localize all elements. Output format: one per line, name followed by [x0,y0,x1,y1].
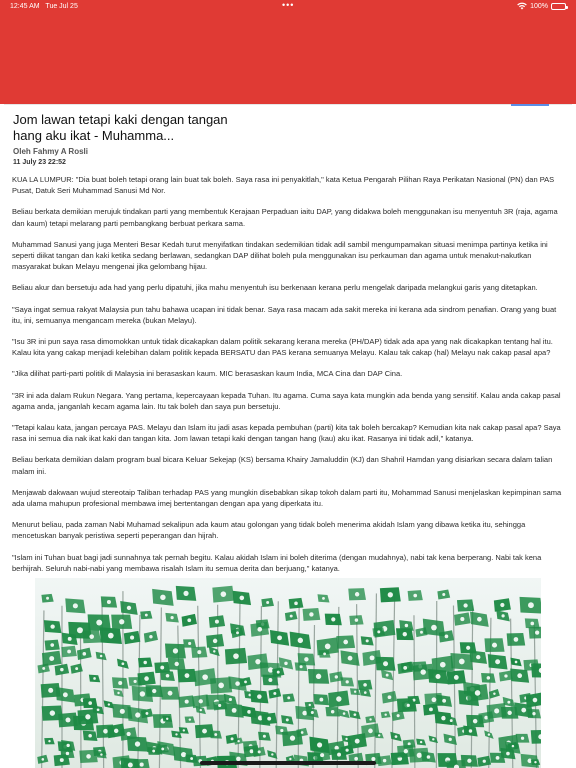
flag-emblem [384,714,386,716]
flag-emblem [89,634,94,639]
flag-emblem [152,750,155,753]
flag-emblem [68,637,72,641]
flag-emblem [316,674,321,679]
flag-emblem [325,644,331,650]
flag-emblem [445,635,449,639]
flag-emblem [528,602,534,608]
battery-icon [551,3,566,10]
flag-emblem [183,729,185,731]
flag-emblem [168,691,173,696]
card-divider [4,104,572,111]
flag-emblem [134,680,137,683]
flag-emblem [85,714,90,719]
flag-emblem [122,662,125,665]
flag-emblem [441,716,445,720]
flag-emblem [532,712,535,715]
flag-emblem [460,617,464,621]
flag-emblem [383,759,386,762]
flag-emblem [369,718,371,720]
flag-emblem [88,701,92,705]
flag-emblem [323,653,326,656]
flag-emblem [75,667,78,670]
flag-emblem [236,631,239,634]
flag-emblem [143,661,146,664]
flag-emblem [66,717,71,722]
flag-emblem [289,758,291,760]
flag-emblem [501,614,504,617]
flag-emblem [77,627,83,633]
flag-emblem [229,698,232,701]
flag-emblem [48,740,50,742]
flag-emblem [100,753,102,755]
flag-emblem [189,718,191,720]
flag-emblem [496,756,500,760]
flag-emblem [476,655,480,659]
flag-emblem [403,632,407,636]
flag-emblem [108,703,110,705]
flag-emblem [46,597,49,600]
flag-emblem [487,676,491,680]
flag-emblem [63,692,68,697]
flag-emblem [183,591,188,596]
status-bar [0,0,576,14]
flag-emblem [473,719,477,723]
flag-emblem [507,701,510,704]
flag-emblem [298,638,303,643]
flag-emblem [335,675,338,678]
flag-emblem [388,592,393,597]
flag-emblem [50,643,54,647]
flag-emblem [475,690,481,696]
flag-emblem [173,648,178,653]
flag-emblem [117,692,119,694]
flag-emblem [160,666,164,670]
flag-emblem [255,659,260,664]
flag-emblem [512,745,514,747]
flag-emblem [405,624,408,627]
flag-emblem [454,675,459,680]
flag-emblem [48,688,53,693]
flag-emblem [221,591,227,597]
flag-emblem [93,677,96,680]
flag-emblem [128,763,133,768]
flag-emblem [200,709,202,711]
flag-emblem [258,750,261,753]
flag-emblem [50,710,55,715]
flag-emblem [355,618,358,621]
flag-emblem [263,735,266,738]
flag-emblem [188,642,191,645]
flag-emblem [535,631,539,635]
flag-emblem [440,662,446,668]
flag-emblem [66,752,69,755]
flag-emblem [42,667,45,670]
flag-emblem [346,680,349,683]
article-date: 11 July 23 22:52 [13,159,66,166]
article-paragraph: Beliau akur dan bersetuju ada had yang perlu dipatuhi, jika mahu menyentuh isu berkenaan kerana perlu mengelak daripada melangkui garis yang ditetapkan. [12,283,538,293]
flag-emblem [368,729,373,734]
flag-emblem [218,683,224,689]
article-paragraph: KUA LA LUMPUR: "Dia buat boleh tetapi orang lain buat tak boleh. Saya rasa ini penyakitlah," kata Ketua Pengarah Pilihan Raya Perikatan Nasional (PN) dan PAS Pusat, Datuk Seri Muhammad Sanusi Md Nor. [12,175,555,196]
flag-emblem [355,739,360,744]
flag-emblem [492,643,497,648]
flag-emblem [135,741,140,746]
flag-emblem [370,655,375,660]
flag-emblem [436,674,441,679]
flag-emblem [309,612,313,616]
flag-emblem [213,650,215,652]
flag-emblem [202,729,207,734]
article-sheet [0,104,576,768]
flag-emblem [407,704,410,707]
flag-emblem [108,633,114,639]
flag-emblem [309,704,311,706]
flag-emblem [322,597,325,600]
flag-emblem [517,673,522,678]
home-indicator[interactable] [200,761,376,765]
flag-emblem [127,606,131,610]
flag-emblem [533,698,538,703]
flag-emblem [397,714,400,717]
flag-emblem [413,594,417,598]
flag-emblem [432,738,434,740]
flag-emblem [495,659,500,664]
flag-emblem [271,753,273,755]
flag-emblem [277,671,280,674]
flag-emblem [500,603,504,607]
flag-emblem [49,656,54,661]
flag-emblem [378,734,380,736]
flag-emblem [88,734,92,738]
article-paragraph: "3R ini ada dalam Rukun Negara. Yang pertama, kepercayaan kepada Tuhan. Itu agama. Cuma saya kata mungkin ada benda yang sensitif. Kalau anda cakap pasal agama anda, janganlah kecam agama lain. Itu tak boleh dan saya pun bersetuju. [12,390,561,411]
flag-emblem [442,699,446,703]
flag-emblem [354,713,357,716]
status-right [517,2,566,10]
flag-emblem [459,659,465,665]
green-party-flags-photo [35,578,541,768]
article-paragraph: "Islam ini Tuhan buat bagi jadi sunnahnya tak pernah begitu. Kalau akidah Islam ini boleh diterima (dengan mudahnya), nabi tak kena berperang. Nabi tak kena berhijrah. Seluruh nabi-nabi yang membawa risalah Islam itu semua derita dan berjuang," katanya. [12,552,542,573]
flag-emblem [290,736,295,741]
flag-emblem [311,711,314,714]
flag-emblem [140,691,145,696]
flag-emblem [449,738,452,741]
article-headline: Jom lawan tetapi kaki dengan tangan hang aku ikat - Muhamma... [13,112,228,143]
article-paragraph: Menjawab dakwaan wujud stereotaip Taliban terhadap PAS yang mungkin disebabkan sikap tokoh dalam parti itu, Mohammad Sanusi menjelaskan kepimpinan sama ada ulama mahupun profesional membawa imej bertentangan dengan apa yang diperkata itu. [12,487,562,509]
tab-indicator [511,104,549,106]
flag-emblem [119,619,124,624]
flag-emblem [301,731,304,734]
flag-emblem [232,708,237,713]
flag-emblem [103,729,108,734]
flag-emblem [507,711,511,715]
flag-emblem [467,759,471,763]
article-paragraph: Muhammad Sanusi yang juga Menteri Besar Kedah turut menyifatkan tindakan sedemikian tidak adil sambil mengumpamakan situasi menimpa partinya ketika ini seperti diikat tangan dan kaki ketika sedang berlawan, sedangkan DAP dilihat boleh pula menggunakan isu perkauman dan agama untuk menakut-nakutkan masyarakat bukan Melayu mengenai jika gelombang hijau. [12,239,548,272]
flag-emblem [345,738,347,740]
flag-emblem [331,710,334,713]
flag-emblem [127,732,131,736]
flag-emblem [145,614,148,617]
flag-emblem [343,640,348,645]
status-clock: 12:45 AM [10,3,40,10]
multitask-dots-icon[interactable]: ••• [282,0,295,10]
flag-emblem [304,657,308,661]
flag-emblem [273,692,276,695]
flag-emblem [427,755,431,759]
battery-percent: 100% [530,2,548,10]
flag-emblem [268,678,272,682]
article-body [12,174,564,584]
article-photo[interactable] [35,578,541,768]
article-paragraph: Beliau berkata demikian dalam program bual bicara Keluar Sekejap (KS) bersama Khairy Jamaluddin (KJ) dan Shahril Hamdan yang disiarkan secara dalam talian malam ini. [12,455,553,476]
flag-emblem [267,717,271,721]
flag-emblem [86,754,91,759]
flag-emblem [149,635,152,638]
flag-emblem [161,748,164,751]
flag-emblem [346,749,349,752]
flag-emblem [286,718,289,721]
flag-emblem [67,650,71,654]
flag-emblem [160,595,165,600]
flag-emblem [185,673,190,678]
flag-emblem [337,753,341,757]
flag-emblem [504,674,507,677]
flag-emblem [420,669,425,674]
flag-emblem [483,760,486,763]
flag-emblem [348,656,353,661]
article-paragraph: "Isu 3R ini pun saya rasa dimomokkan untuk tidak dicakapkan dalam politik sekarang kerana mereka (PH/DAP) tidak ada apa yang nak dicakapkan tentang hal itu. Kalau kita yang cakap menjadi kelebihan dalam politik kepada BERSATU dan PAS kerana semuanya Melayu. Kalau tak cakap (hal) Melayu nak cakap pasal apa? [12,337,553,358]
article-paragraph: Beliau berkata demikian merujuk tindakan parti yang membentuk Kerajaan Perpaduan iaitu DAP, yang didakwa boleh menggunakan isu menyentuh 3R (raja, agama dan kaum) tetapi melarang parti pembangkang berbuat perkara sama. [12,207,558,228]
article-paragraph: "Jika dilihat parti-parti politik di Malaysia ini berasaskan kaum. MIC berasaskan kaum India, MCA Cina dan DAP Cina. [12,369,403,379]
flag-emblem [152,689,156,693]
flag-emblem [336,696,341,701]
flag-emblem [120,709,125,714]
flag-emblem [218,704,221,707]
flag-emblem [404,749,408,753]
flag-emblem [364,691,367,694]
flag-emblem [506,752,510,756]
flag-emblem [320,753,324,757]
flag-emblem [417,753,422,758]
flag-emblem [97,708,100,711]
flag-emblem [118,681,122,685]
flag-emblem [199,699,203,703]
flag-emblem [100,655,103,658]
flag-emblem [171,616,174,619]
article-paragraph: "Tetapi kalau kata, jangan percaya PAS. Melayu dan Islam itu jadi asas kepada pembuhan (parti) kita tak boleh bercakap? Kemudian kita nak cakap pasal apa? Saya rasa ini semua dia nak ikat kaki dan tangan kita. Jom lawan tetapi kaki dengan tangan hang (kau) aku ikat. Rasanya ini tidak adil," katanya. [12,423,561,444]
flag-emblem [388,695,392,699]
flag-emblem [280,729,283,732]
flag-emblem [60,668,63,671]
flag-emblem [175,662,179,666]
flag-emblem [42,758,45,761]
flag-emblem [114,729,118,733]
flag-emblem [354,690,356,692]
flag-emblem [107,600,111,604]
flag-emblem [140,763,144,767]
flag-emblem [213,639,217,643]
flag-emblem [469,729,472,732]
flag-emblem [319,698,323,702]
flag-emblem [403,666,407,670]
flag-emblem [166,674,170,678]
article-byline[interactable]: Oleh Fahmy A Rosli [13,147,88,156]
article-paragraph: Menurut beliau, pada zaman Nabi Muhamad sekalipun ada kaum atau golongan yang tidak boleh menerima akidah Islam yang dibawa ketika itu, sehingga mencetuskan banyak peristiwa seperti peperangan dan hijrah. [12,520,526,541]
flag-emblem [450,719,453,722]
flag-emblem [521,708,526,713]
flag-emblem [144,676,149,681]
flag-emblem [266,601,269,604]
flag-emblem [233,653,239,659]
flag-emblem [366,639,369,642]
flag-emblem [235,681,240,686]
flag-emblem [287,696,290,699]
flag-emblem [247,710,251,714]
flag-emblem [466,646,470,650]
flag-emblem [432,697,437,702]
flag-emblem [185,700,189,704]
flag-emblem [395,735,398,738]
flag-emblem [202,674,208,680]
flag-emblem [214,733,217,736]
flag-emblem [477,617,482,622]
flag-emblem [187,618,191,622]
flag-emblem [420,741,422,743]
flag-emblem [300,665,303,668]
flag-emblem [386,674,389,677]
flag-emblem [145,712,148,715]
flag-emblem [257,627,262,632]
flag-emblem [60,758,64,762]
flag-emblem [343,712,346,715]
header-band [0,0,576,104]
flag-emblem [429,707,433,711]
flag-emblem [530,622,534,626]
flag-emblem [521,737,524,740]
flag-emblem [420,631,423,634]
flag-emblem [66,744,69,747]
flag-emblem [231,737,234,740]
flag-emblem [284,662,287,665]
status-date: Tue Jul 25 [45,3,78,10]
flag-emblem [237,740,239,742]
flag-emblem [175,733,177,735]
flag-emblem [244,681,247,684]
flag-emblem [515,661,518,664]
flag-emblem [355,592,359,596]
flag-emblem [363,683,367,687]
status-time [10,3,78,10]
flag-emblem [331,617,335,621]
flag-emblem [215,620,219,624]
flag-emblem [534,761,536,763]
wifi-icon [517,2,527,10]
flag-emblem [463,603,467,607]
flag-emblem [50,624,54,628]
flag-emblem [431,625,437,631]
flag-emblem [277,635,282,640]
flag-emblem [197,650,201,654]
flag-emblem [442,593,445,596]
flag-emblem [166,718,168,720]
flag-emblem [377,630,380,633]
flag-emblem [257,694,262,699]
flag-emblem [493,693,495,695]
flag-emblem [96,620,102,626]
flag-emblem [488,733,490,735]
flag-emblem [494,708,499,713]
flag-emblem [294,602,298,606]
flag-emblem [190,757,193,760]
flag-emblem [73,603,78,608]
flag-emblem [383,661,388,666]
flag-emblem [240,596,245,601]
flag-emblem [514,637,519,642]
flag-emblem [83,652,87,656]
flag-emblem [135,712,140,717]
flag-emblem [181,752,186,757]
flag-emblem [130,636,134,640]
flag-emblem [290,615,293,618]
flag-emblem [317,742,322,747]
article-paragraph: "Saya ingat semua rakyat Malaysia pun tahu bahawa ucapan ini tidak benar. Saya rasa macam ada sakit mereka ini kerana ada sindrom penafian. Orang yang buat itu, ini, semuanya mengancam mereka (bukan Melayu). [12,304,557,325]
